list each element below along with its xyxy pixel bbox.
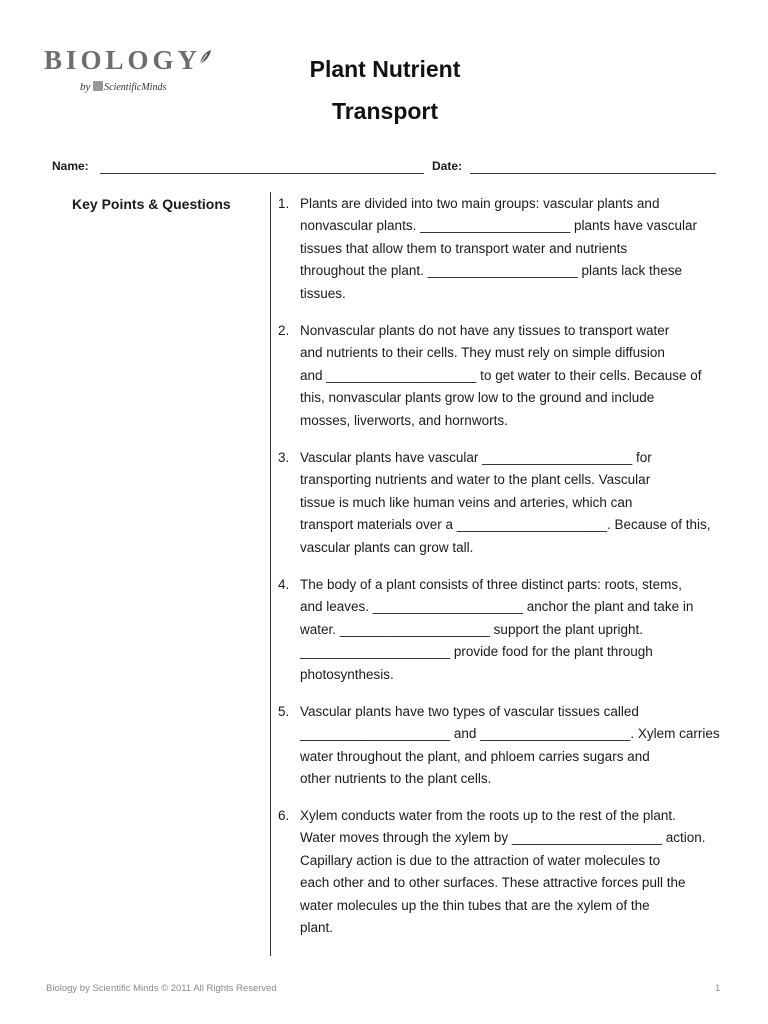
item-number: 5. [278,704,290,719]
leaf-icon [198,48,212,66]
name-date-row [52,159,716,179]
item-number: 2. [278,323,290,338]
logo-byline [80,80,166,95]
footer-copyright: Biology by Scientific Minds © 2011 All Rights Reserved [46,983,277,994]
title-line-2: Transport [331,98,439,124]
item-text: Nonvascular plants do not have any tissues to transport water and nutrients to their cells. They must rely on simple diffusion and ____________________ to get water to their cells. Because of this, nonvascular plants grow low to the ground and include mosses, liverworts, and hornworts. [300,323,702,428]
name-field[interactable] [100,173,424,174]
logo-brand-text: ScientificMinds [104,82,167,93]
logo-by-text: by [80,81,91,93]
item-number: 3. [278,450,290,465]
item-text: Plants are divided into two main groups: vascular plants and nonvascular plants. ____________________ plants have vascular tissues that allow them to transport water and nutrients throughout the plant. ____________________ plants lack these tissues. [300,196,698,301]
key-points-heading: Key Points & Questions [72,196,231,212]
title-line-1: Plant Nutrient [309,56,461,82]
logo-wordmark: BIOLOGY [44,45,202,75]
column-divider [270,192,271,956]
item-text: Xylem conducts water from the roots up to the rest of the plant. Water moves through the xylem by ____________________ action. Capillary action is due to the attraction of water molecules to each other and to other surfaces. These attractive forces pull the water molecules up the thin tubes that are the xylem of the plant. [300,808,706,936]
page-title [260,48,510,132]
biology-logo [44,44,224,100]
page-number: 1 [715,983,721,994]
item-number: 4. [278,577,290,592]
date-label: Date: [432,159,463,173]
item-number: 6. [278,808,290,823]
sm-logo-mark-icon [93,81,103,91]
item-text: Vascular plants have two types of vascular tissues called ____________________ and ____________________. Xylem carries water throughout the plant, and phloem carries sugars and other nutrients to the plant cells. [300,704,720,787]
item-text: The body of a plant consists of three distinct parts: roots, stems, and leaves. ____________________ anchor the plant and take in water. ____________________ support the plant upright. ____________________ provide food for the plant through photosynthesis. [300,577,694,682]
scientific-minds-logo [93,82,166,93]
name-label: Name: [52,159,89,173]
item-number: 1. [278,196,290,211]
item-text: Vascular plants have vascular ____________________ for transporting nutrients and water to the plant cells. Vascular tissue is much like human veins and arteries, which can transport materials over a ____________________. Because of this, vascular plants can grow tall. [300,450,711,555]
date-field[interactable] [470,173,716,174]
